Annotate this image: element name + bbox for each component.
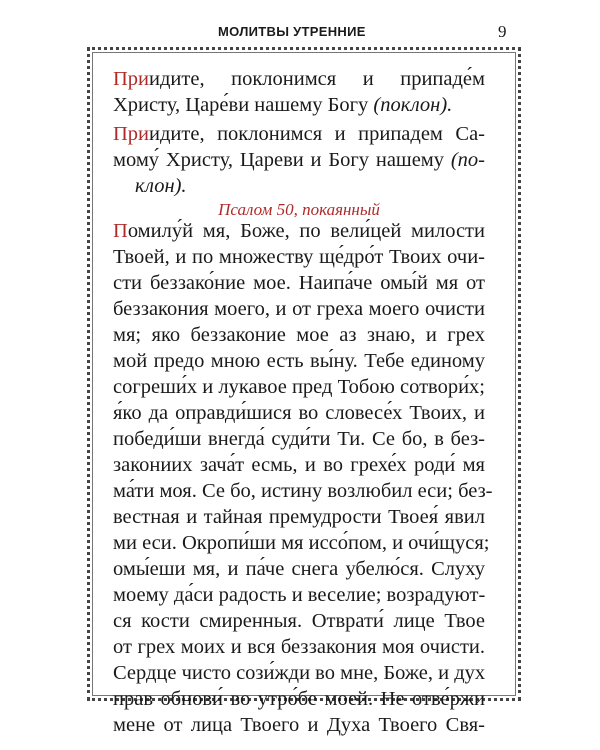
prayer-paragraph-2	[113, 121, 485, 199]
paragraph-line: Приидите, поклонимся и припадем Са-	[113, 123, 485, 145]
psalm-line: Сердце чисто сози́жди во мне, Боже, и дух	[113, 662, 486, 684]
red-initial: При	[113, 123, 150, 145]
psalm-line: ми еси. Окропи́ши мя иссо́пом, и очи́щуся;	[113, 532, 490, 554]
running-title: МОЛИТВЫ УТРЕННИЕ	[218, 24, 366, 39]
psalm-line: я́ко да оправди́шися во словесе́х Твоих, и	[113, 402, 485, 424]
red-initial: П	[113, 220, 128, 242]
psalm-line: прав обнови́ во утро́бе моей. Не отве́ржи	[113, 688, 485, 710]
prayer-paragraph-1	[113, 66, 485, 118]
psalm-line: Помилу́й мя, Боже, по вели́цей милости	[113, 220, 485, 242]
psalm-line: ма́ти моя. Се бо, истину возлюбил еси; без-	[113, 480, 493, 502]
rubric-note: (поклон).	[373, 94, 453, 116]
psalm-line: ся кости смиренныя. Отврати́ лице Твое	[113, 610, 485, 632]
psalm-line: сти беззако́ние мое. Наипа́че омы́й мя от	[113, 272, 485, 294]
psalm-heading: Псалом 50, покаянный	[218, 200, 380, 219]
psalm-line: беззакония моего, и от греха моего очисти	[113, 298, 485, 320]
psalm-line: мя; яко беззаконие мое аз знаю, и грех	[113, 324, 485, 346]
rubric-note: клон).	[135, 175, 187, 197]
psalm-line: согреши́х и лукавое пред Тобою сотвори́х;	[113, 376, 485, 398]
paragraph-line: Приидите, поклонимся и припаде́м	[113, 68, 485, 90]
psalm-line: Твоей, и по множеству ще́дро́т Твоих очи-	[113, 246, 485, 268]
page-number: 9	[498, 22, 507, 41]
page-header	[0, 22, 600, 46]
psalm-line: вестная и тайная премудрости Твоея́ явил	[113, 506, 485, 528]
paragraph-line: мому́ Христу, Цареви и Богу нашему (по-	[113, 149, 486, 171]
rubric-note: (по-	[450, 149, 486, 171]
psalm-line: мой предо мною есть вы́ну. Тебе единому	[113, 350, 485, 372]
psalm-line: моему да́си радость и веселие; возрадуют-	[113, 584, 486, 606]
psalm-line: мене от лица Твоего и Духа Твоего Свя-	[113, 714, 485, 736]
paragraph-line	[113, 173, 485, 199]
psalm-text	[113, 218, 493, 738]
red-initial: При	[113, 68, 150, 90]
psalm-line: закониих зача́т есмь, и во грехе́х роди́ мя	[113, 454, 485, 476]
psalm-line: омы́еши мя, и па́че снега убелю́ся. Слуху	[113, 558, 485, 580]
psalm-line: победи́ши внегда́ суди́ти Ти. Се бо, в без-	[113, 428, 485, 450]
psalm-line: от грех моих и вся беззакония моя очисти.	[113, 636, 485, 658]
paragraph-line: Христу, Царе́ви нашему Богу (поклон).	[113, 94, 453, 116]
